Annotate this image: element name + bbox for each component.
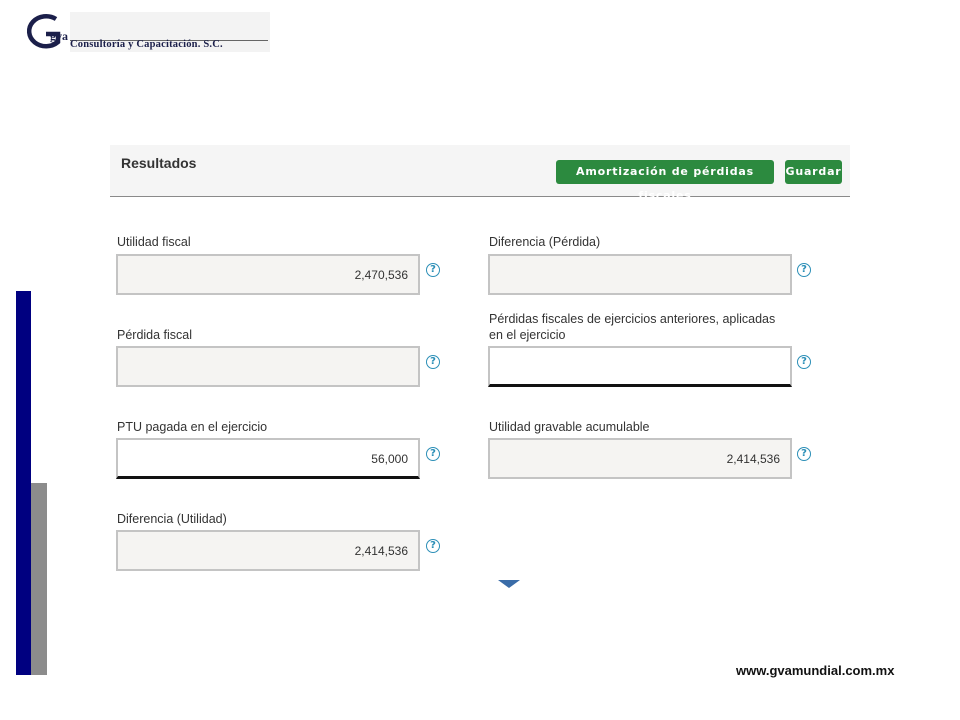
- perdidas-anteriores-input[interactable]: [488, 346, 792, 387]
- diferencia-perdida-label: Diferencia (Pérdida): [489, 235, 601, 249]
- company-name: Consultoría y Capacitación. S.C.: [70, 39, 223, 50]
- perdida-fiscal-label: Pérdida fiscal: [117, 328, 193, 342]
- perdidas-anteriores-label-line1: Pérdidas fiscales de ejercicios anteriores, aplicadas: [489, 312, 776, 326]
- question-circle-icon[interactable]: ?: [426, 447, 440, 461]
- diferencia-perdida-input[interactable]: [488, 254, 792, 295]
- amortization-button[interactable]: Amortización de pérdidas fiscales: [556, 160, 774, 184]
- question-circle-icon[interactable]: ?: [797, 263, 811, 277]
- results-title: Resultados: [121, 155, 197, 171]
- decorative-gray-bar: [31, 483, 47, 675]
- perdidas-anteriores-label-line2: en el ejercicio: [489, 328, 566, 342]
- save-button[interactable]: Guardar: [785, 160, 842, 184]
- logo-mark-text: gva: [50, 29, 68, 43]
- question-circle-icon[interactable]: ?: [797, 447, 811, 461]
- company-logo: [20, 10, 255, 56]
- results-header: [110, 145, 850, 202]
- question-circle-icon[interactable]: ?: [797, 355, 811, 369]
- ptu-pagada-input[interactable]: 56,000: [116, 438, 420, 479]
- perdida-fiscal-input[interactable]: [116, 346, 420, 387]
- question-circle-icon[interactable]: ?: [426, 539, 440, 553]
- utilidad-fiscal-input[interactable]: 2,470,536: [116, 254, 420, 295]
- website-url[interactable]: www.gvamundial.com.mx: [736, 663, 895, 678]
- decorative-navy-bar: [16, 291, 31, 675]
- question-circle-icon[interactable]: ?: [426, 355, 440, 369]
- diferencia-utilidad-label: Diferencia (Utilidad): [117, 512, 227, 526]
- question-circle-icon[interactable]: ?: [426, 263, 440, 277]
- utilidad-gravable-input[interactable]: 2,414,536: [488, 438, 792, 479]
- diferencia-utilidad-input[interactable]: 2,414,536: [116, 530, 420, 571]
- triangle-down-icon[interactable]: [498, 580, 520, 588]
- utilidad-fiscal-label: Utilidad fiscal: [117, 235, 191, 249]
- ptu-pagada-label: PTU pagada en el ejercicio: [117, 420, 268, 434]
- utilidad-gravable-label: Utilidad gravable acumulable: [489, 420, 650, 434]
